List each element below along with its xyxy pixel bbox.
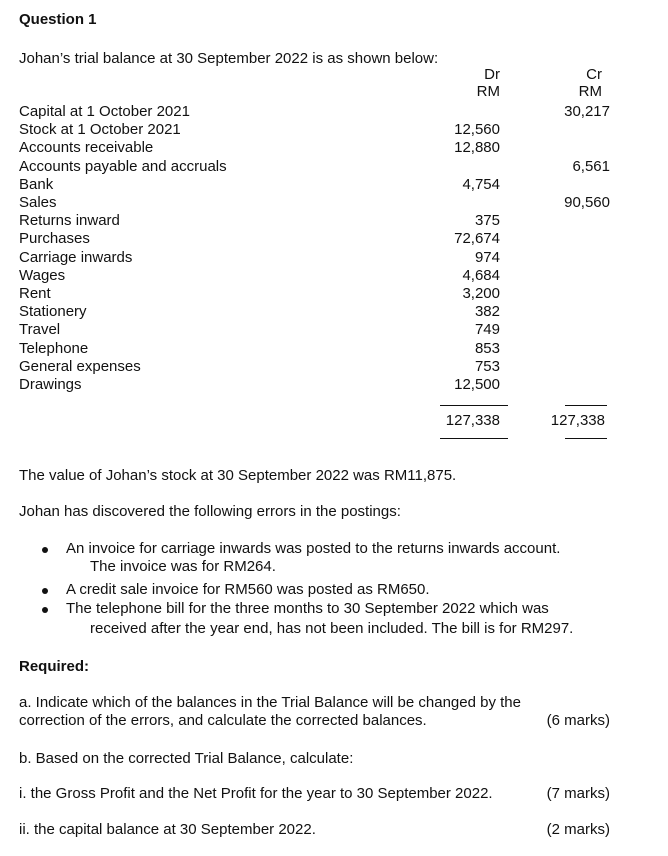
part-a-marks: (6 marks)	[546, 712, 610, 729]
dr-amount: 72,674	[454, 230, 500, 248]
part-b-text: b. Based on the corrected Trial Balance, calculate:	[19, 750, 354, 767]
part-b-ii-text: ii. the capital balance at 30 September 2022.	[19, 821, 316, 838]
dr-amount: 12,880	[454, 139, 500, 157]
part-a-line2: correction of the errors, and calculate the corrected balances.	[19, 712, 427, 729]
bullet-icon	[42, 607, 48, 613]
part-b-i-text: i. the Gross Profit and the Net Profit for the year to 30 September 2022.	[19, 785, 493, 802]
account-name: General expenses	[19, 357, 141, 375]
intro-text: Johan’s trial balance at 30 September 2022 is as shown below:	[19, 50, 439, 67]
dr-amount: 382	[474, 303, 500, 321]
account-name: Drawings	[19, 376, 82, 393]
dr-amount: 12,500	[454, 376, 500, 393]
account-name: Capital at 1 October 2021	[19, 103, 190, 120]
account-name: Accounts payable and accruals	[19, 157, 227, 175]
dr-label: Dr	[484, 66, 500, 83]
error-line: A credit sale invoice for RM560 was posted as RM650.	[66, 581, 430, 598]
error-line: The telephone bill for the three months to 30 September 2022 which was	[66, 600, 549, 617]
dr-amount: 4,684	[462, 266, 500, 284]
account-name: Carriage inwards	[19, 248, 133, 266]
account-name: Sales	[19, 194, 57, 211]
account-name: Bank	[19, 175, 54, 193]
cr-total-top-rule	[565, 405, 607, 406]
account-name: Stock at 1 October 2021	[19, 121, 181, 139]
bullet-icon	[42, 547, 48, 553]
account-name: Stationery	[19, 303, 87, 321]
cr-label: Cr	[586, 66, 602, 83]
account-name: Accounts receivable	[19, 139, 154, 157]
part-b-i-marks: (7 marks)	[546, 785, 610, 802]
required-heading: Required:	[19, 658, 90, 675]
dr-amount: 375	[474, 212, 500, 230]
cr-column-header	[540, 66, 602, 100]
error-line: received after the year end, has not been included. The bill is for RM297.	[90, 620, 574, 637]
account-name: Purchases	[19, 230, 90, 248]
dr-amount: 749	[474, 321, 500, 339]
dr-amount: 3,200	[462, 285, 500, 302]
account-name: Telephone	[19, 339, 89, 357]
question-title: Question 1	[19, 11, 97, 28]
dr-amount: 12,560	[454, 121, 500, 139]
cr-unit: RM	[578, 83, 602, 100]
bullet-icon	[42, 588, 48, 594]
cr-amount: 6,561	[572, 157, 610, 175]
dr-total-top-rule	[440, 405, 508, 406]
account-name: Rent	[19, 285, 51, 302]
dr-amount: 853	[474, 339, 500, 357]
part-a-line1: a. Indicate which of the balances in the Trial Balance will be changed by the	[19, 694, 521, 711]
dr-amount: 974	[474, 248, 500, 266]
account-name: Returns inward	[19, 212, 120, 230]
dr-amount: 4,754	[462, 175, 500, 193]
dr-amount: 753	[474, 357, 500, 375]
dr-column-header	[440, 66, 500, 100]
cr-total-bottom-rule	[565, 438, 607, 439]
error-line: An invoice for carriage inwards was posted to the returns inwards account.	[66, 540, 561, 557]
dr-total: 127,338	[445, 412, 500, 429]
error-line: The invoice was for RM264.	[90, 558, 276, 575]
errors-intro: Johan has discovered the following errors in the postings:	[19, 503, 401, 520]
dr-total-bottom-rule	[440, 438, 508, 439]
stock-note: The value of Johan’s stock at 30 September 2022 was RM11,875.	[19, 467, 457, 484]
account-name: Travel	[19, 321, 61, 339]
cr-amount: 90,560	[564, 194, 610, 211]
account-name: Wages	[19, 266, 66, 284]
cr-amount: 30,217	[564, 103, 610, 120]
cr-total: 127,338	[550, 412, 605, 429]
part-b-ii-marks: (2 marks)	[546, 821, 610, 838]
dr-unit: RM	[476, 83, 500, 100]
